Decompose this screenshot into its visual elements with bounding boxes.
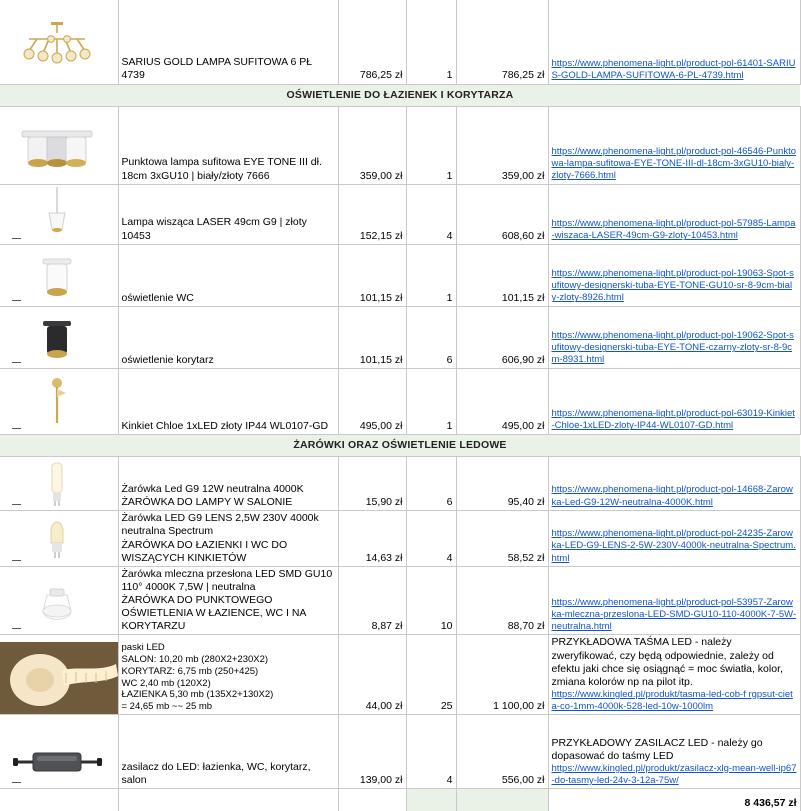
quantity: 4 [406,715,456,789]
product-name [118,635,338,715]
product-name-line: ŻARÓWKA DO ŁAZIENKI I WC DO [121,538,288,551]
table-row [0,306,800,368]
table-row [0,0,800,84]
product-name: oświetlenie WC [118,244,338,306]
product-link-text[interactable]: https://www.phenomena-light.pl/product-pol-57985-Lampa-wiszaca-LASER-49cm-G9-zloty-10453.html [551,218,796,242]
product-image-bulb-g9-capsule [0,456,118,510]
quantity: 10 [406,566,456,635]
line-total: 88,70 zł [456,566,548,635]
row-dash-marker [12,300,21,301]
total-spacer-2 [118,789,338,811]
product-link-text[interactable]: https://www.kingled.pl/produkt/tasma-led-cob-f rgpsut-cieta-co-1mm-4000k-528-led-10w-1000lm [551,688,793,713]
unit-price: 101,15 zł [338,244,406,306]
table-row [0,715,800,789]
table-row [0,635,800,715]
product-image-black-tube-spot [0,306,118,368]
product-link-text[interactable]: https://www.kingled.pl/produkt/zasilacz-xlg-mean-well-ip67-do-tasmy-led-24v-3-12a-75w/ [551,762,797,787]
product-note-and-link[interactable] [548,715,800,789]
quantity: 1 [406,0,456,84]
unit-price: 101,15 zł [338,306,406,368]
product-name-line: paski LED [121,641,165,653]
row-dash-marker [12,362,21,363]
quantity: 25 [406,635,456,715]
table-row [0,456,800,510]
product-link-text[interactable]: https://www.phenomena-light.pl/product-pol-61401-SARIUS-GOLD-LAMPA-SUFITOWA-6-PL-4739.html [551,58,796,82]
line-total: 359,00 zł [456,106,548,184]
product-name-line: WISZĄCYCH KINKIETÓW [121,551,247,564]
grand-total-value: 8 436,57 zł [548,789,800,811]
product-image-chandelier [0,0,118,84]
product-image-bulb-g9-lens [0,510,118,566]
product-name-line: SALON: 10,20 mb (280X2+230X2) [121,653,269,665]
total-spacer-1 [0,789,118,811]
product-name [118,510,338,566]
product-name-line: OŚWIETLENIA W ŁAZIENCE, WC I NA [121,607,307,620]
product-link-text[interactable]: https://www.phenomena-light.pl/product-pol-14668-Zarowka-Led-G9-12W-neutralna-4000K.html [551,484,793,508]
table-row [0,184,800,244]
product-link[interactable] [548,184,800,244]
line-total: 495,00 zł [456,368,548,434]
product-image-white-tube-spot [0,244,118,306]
unit-price: 359,00 zł [338,106,406,184]
product-name-line: Żarówka LED G9 LENS 2,5W 230V 4000k [121,512,319,525]
product-image-led-strip [0,635,118,715]
product-image-eye-tone-iii [0,106,118,184]
line-total: 786,25 zł [456,0,548,84]
table-row [0,244,800,306]
quantity: 1 [406,368,456,434]
product-name: Kinkiet Chloe 1xLED złoty IP44 WL0107-GD [118,368,338,434]
total-label-cell-2 [456,789,548,811]
table-row [0,566,800,635]
unit-price: 495,00 zł [338,368,406,434]
unit-price: 15,90 zł [338,456,406,510]
product-name-line: = 24,65 mb ~~ 25 mb [121,701,213,713]
product-name-line: KORYTARZU [121,620,186,633]
row-dash-marker [12,628,21,629]
line-total: 606,90 zł [456,306,548,368]
product-image-laser-pendant [0,184,118,244]
product-name [118,456,338,510]
total-spacer-3 [338,789,406,811]
product-name [118,106,338,184]
note-text: PRZYKŁADOWY ZASILACZ LED - należy go dopasować do taśmy LED [551,736,763,762]
line-total: 1 100,00 zł [456,635,548,715]
unit-price: 8,87 zł [338,566,406,635]
row-dash-marker [12,428,21,429]
product-name: SARIUS GOLD LAMPA SUFITOWA 6 PŁ 4739 [118,0,338,84]
product-name-text: Punktowa lampa sufitowa EYE TONE III dł. 18cm 3xGU10 | biały/złoty 7666 [121,156,322,182]
table-row [0,106,800,184]
laser-pendant-icon [3,187,111,243]
white-tube-spot-icon [3,251,111,305]
unit-price: 139,00 zł [338,715,406,789]
line-total: 95,40 zł [456,456,548,510]
section-label: ŻARÓWKI ORAZ OŚWIETLENIE LEDOWE [0,434,800,456]
product-link[interactable] [548,510,800,566]
table-row [0,368,800,434]
product-name-line: 110° 4000K 7,5W | neutralna [121,580,256,593]
section-header-bathrooms [0,84,800,106]
quantity: 1 [406,106,456,184]
product-name-line: WC 2,40 mb (120X2) [121,677,211,689]
wall-sconce-chloe-icon [3,375,111,433]
grand-total-row [0,789,800,811]
product-link[interactable] [548,456,800,510]
product-link[interactable] [548,244,800,306]
led-strip-roll-icon [0,642,118,714]
chandelier-molecule-icon [3,19,111,83]
product-note-and-link[interactable] [548,635,800,715]
quantity: 4 [406,510,456,566]
product-name-line: neutralna Spectrum [121,525,214,538]
row-dash-marker [12,560,21,561]
product-name-line: ŻARÓWKA DO PUNKTOWEGO [121,594,273,606]
line-total: 608,60 zł [456,184,548,244]
unit-price: 14,63 zł [338,510,406,566]
product-link-text[interactable]: https://www.phenomena-light.pl/product-pol-63019-Kinkiet-Chloe-1xLED-zloty-IP44-WL0107-GD.html [551,408,795,432]
product-link[interactable] [548,106,800,184]
product-link[interactable] [548,566,800,635]
section-header-bulbs [0,434,800,456]
product-link-text[interactable]: https://www.phenomena-light.pl/product-pol-19063-Spot-sufitowy-designerski-tuba-EYE-TONE-GU10-sr-8-9cm-bialy-zloty-8926.html [551,268,794,304]
product-name [118,566,338,635]
line-total: 58,52 zł [456,510,548,566]
unit-price: 786,25 zł [338,0,406,84]
product-link-text[interactable]: https://www.phenomena-light.pl/product-pol-24235-Zarowka-LED-G9-LENS-2-5W-230V-4000k-neutralna-Spectrum.html [551,528,796,564]
led-driver-icon [3,737,111,787]
line-total: 556,00 zł [456,715,548,789]
product-name-line: Żarówka Led G9 12W neutralna 4000K [121,482,304,495]
bulb-gu10-milky-icon [3,581,111,633]
note-text: PRZYKŁADOWA TAŚMA LED - należy zweryfikować, czy będą odpowiednie, zależy od efektu jaki chce się osiągnąć = moc światła, kolor, zmiana kolorów np na pilot itp. [551,636,783,688]
row-dash-marker [12,504,21,505]
black-tube-spot-icon [3,313,111,367]
section-label: OŚWIETLENIE DO ŁAZIENEK I KORYTARZA [0,84,800,106]
quantity: 1 [406,244,456,306]
product-name-line: KORYTARZ: 6,75 mb (250+425) [121,665,259,677]
product-name-line: ŻARÓWKA DO LAMPY W SALONIE [121,495,293,508]
bulb-g9-lens-icon [3,515,111,565]
unit-price: 44,00 zł [338,635,406,715]
quantity: 6 [406,306,456,368]
unit-price: 152,15 zł [338,184,406,244]
product-name: oświetlenie korytarz [118,306,338,368]
product-name-line: Żarówka mleczna przesłona LED SMD GU10 [121,567,333,580]
product-image-bulb-gu10 [0,566,118,635]
product-image-led-driver [0,715,118,789]
product-link-text[interactable]: https://www.phenomena-light.pl/product-pol-19062-Spot-sufitowy-designerski-tuba-EYE-TONE-czarny-zloty-sr-8-9cm-8931.html [551,330,794,366]
product-link-text[interactable]: https://www.phenomena-light.pl/product-pol-46546-Punktowa-lampa-sufitowa-EYE-TONE-III-dl-18cm-3xGU10-bialy-zloty-7666.html [551,146,797,182]
bulb-g9-capsule-icon [3,459,111,509]
product-link-text[interactable]: https://www.phenomena-light.pl/product-pol-53957-Zarowka-mleczna-przeslona-LED-SMD-GU10-110-4000K-7-5W-neutralna.html [551,596,797,633]
product-name: zasilacz do LED: łazienka, WC, korytarz, salon [118,715,338,789]
row-dash-marker [12,238,21,239]
product-link[interactable] [548,0,800,84]
product-link[interactable] [548,368,800,434]
line-total: 101,15 zł [456,244,548,306]
product-image-chloe-sconce [0,368,118,434]
quantity: 6 [406,456,456,510]
product-name: Lampa wisząca LASER 49cm G9 | złoty 10453 [118,184,338,244]
quantity: 4 [406,184,456,244]
total-label-cell [406,789,456,811]
row-dash-marker [12,782,21,783]
product-name-line: ŁAZIENKA 5,30 mb (135X2+130X2) [121,689,274,701]
three-cylinder-pendant-icon [3,121,111,183]
product-link[interactable] [548,306,800,368]
table-row [0,510,800,566]
